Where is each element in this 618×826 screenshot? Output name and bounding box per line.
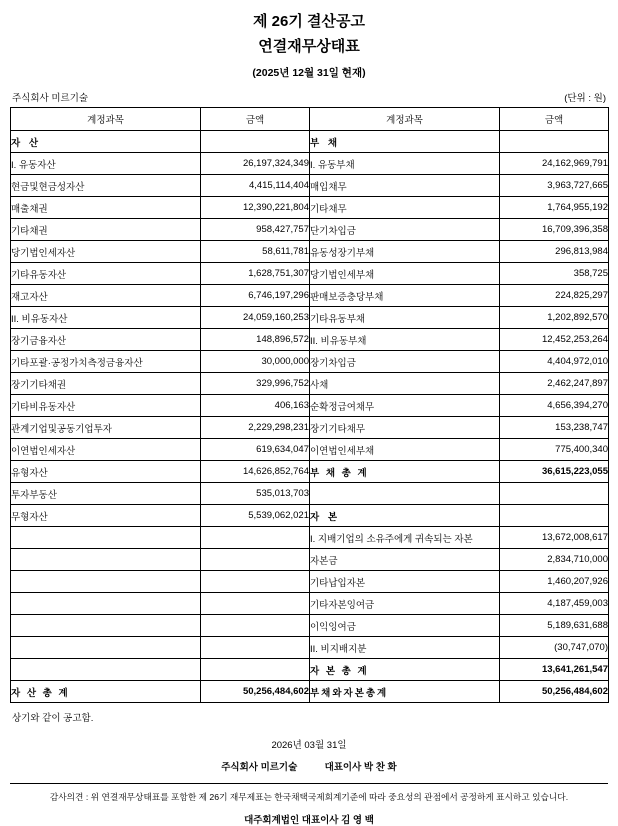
table-row xyxy=(11,307,609,329)
account-label-left: 매출채권 xyxy=(11,197,201,219)
amount-left: 4,415,114,404 xyxy=(201,175,310,197)
table-body xyxy=(11,131,609,681)
account-label-left: 무형자산 xyxy=(11,505,201,527)
amount-right xyxy=(500,505,609,527)
amount-left xyxy=(201,527,310,549)
table-row xyxy=(11,659,609,681)
table-row xyxy=(11,329,609,351)
account-label-right: I. 지배기업의 소유주에게 귀속되는 자본 xyxy=(310,527,500,549)
amount-right: 16,709,396,358 xyxy=(500,219,609,241)
signer-title: 대표이사 박 찬 화 xyxy=(324,762,397,773)
account-label-left: 기타포괄·공정가치측정금융자산 xyxy=(11,351,201,373)
table-row xyxy=(11,197,609,219)
amount-left xyxy=(201,549,310,571)
amount-left xyxy=(201,637,310,659)
auditor-firm: 대주회계법인 xyxy=(244,815,300,826)
amount-left: 5,539,062,021 xyxy=(201,505,310,527)
account-label-left: 재고자산 xyxy=(11,285,201,307)
amount-right: 13,641,261,547 xyxy=(500,659,609,681)
amount-right: 4,404,972,010 xyxy=(500,351,609,373)
table-row xyxy=(11,153,609,175)
amount-right: 5,189,631,688 xyxy=(500,615,609,637)
amount-left: 329,996,752 xyxy=(201,373,310,395)
table-total-row xyxy=(11,681,609,703)
liabilities-section-header: 부 채 xyxy=(310,131,500,153)
amount-right: 24,162,969,791 xyxy=(500,153,609,175)
total-assets-label: 자 산 총 계 xyxy=(11,681,201,703)
assets-section-amount xyxy=(201,131,310,153)
account-label-right: 단기차입금 xyxy=(310,219,500,241)
amount-right: 1,460,207,926 xyxy=(500,571,609,593)
account-label-left: II. 비유동자산 xyxy=(11,307,201,329)
table-row xyxy=(11,593,609,615)
account-label-right: 장기차입금 xyxy=(310,351,500,373)
table-row xyxy=(11,373,609,395)
meta-row xyxy=(10,90,608,104)
section-header-row xyxy=(11,131,609,153)
account-label-left: 유형자산 xyxy=(11,461,201,483)
liabilities-section-amount xyxy=(500,131,609,153)
signer-company: 주식회사 미르기술 xyxy=(221,762,298,773)
amount-left xyxy=(201,615,310,637)
announcement-note: 상기와 같이 공고함. xyxy=(12,713,94,724)
audit-opinion: 감사의견 : 위 연결재무상태표를 포함한 제 26기 재무제표는 한국채택국제회계기준에 따라 중요성의 관점에서 공정하게 표시하고 있습니다. xyxy=(49,792,569,802)
auditor-title: 대표이사 김 영 백 xyxy=(301,815,374,826)
amount-left: 535,013,703 xyxy=(201,483,310,505)
section-divider xyxy=(10,783,608,784)
table-row xyxy=(11,615,609,637)
table-row xyxy=(11,483,609,505)
amount-left: 14,626,852,764 xyxy=(201,461,310,483)
amount-left: 30,000,000 xyxy=(201,351,310,373)
account-label-left: 기타유동자산 xyxy=(11,263,201,285)
amount-right: 3,963,727,665 xyxy=(500,175,609,197)
table-row xyxy=(11,461,609,483)
amount-right: 1,764,955,192 xyxy=(500,197,609,219)
account-label-left: 당기법인세자산 xyxy=(11,241,201,263)
table-row xyxy=(11,285,609,307)
amount-right: 224,825,297 xyxy=(500,285,609,307)
table-row xyxy=(11,395,609,417)
amount-right: 36,615,223,055 xyxy=(500,461,609,483)
account-label-left: 장기금융자산 xyxy=(11,329,201,351)
account-label-right: 장기기타채무 xyxy=(310,417,500,439)
account-label-left: I. 유동자산 xyxy=(11,153,201,175)
account-label-right: 기타유동부채 xyxy=(310,307,500,329)
account-label-right: 사채 xyxy=(310,373,500,395)
assets-section-header: 자 산 xyxy=(11,131,201,153)
account-label-left: 기타비유동자산 xyxy=(11,395,201,417)
publish-date: 2026년 03월 31일 xyxy=(271,740,347,751)
amount-right: 4,187,459,003 xyxy=(500,593,609,615)
table-row xyxy=(11,637,609,659)
account-label-left xyxy=(11,659,201,681)
amount-right: 775,400,340 xyxy=(500,439,609,461)
table-header-row xyxy=(11,108,609,131)
auditor-line xyxy=(10,812,608,826)
account-label-left: 투자부동산 xyxy=(11,483,201,505)
account-label-left: 이연법인세자산 xyxy=(11,439,201,461)
account-label-right: 기타자본잉여금 xyxy=(310,593,500,615)
equity-section-header: 자 본 xyxy=(310,505,500,527)
amount-left: 619,634,047 xyxy=(201,439,310,461)
table-row xyxy=(11,505,609,527)
amount-right: 2,462,247,897 xyxy=(500,373,609,395)
table-row xyxy=(11,439,609,461)
table-row xyxy=(11,351,609,373)
account-label-left: 기타채권 xyxy=(11,219,201,241)
account-label-right: 이연법인세부채 xyxy=(310,439,500,461)
currency-unit: (단위 : 원) xyxy=(564,93,606,104)
amount-right: 1,202,892,570 xyxy=(500,307,609,329)
signer-line xyxy=(10,759,608,773)
account-label-right: 자본금 xyxy=(310,549,500,571)
account-label-left: 관계기업및공동기업투자 xyxy=(11,417,201,439)
column-header-amount-left: 금액 xyxy=(201,108,310,131)
amount-left: 24,059,160,253 xyxy=(201,307,310,329)
document-title-block xyxy=(10,10,608,80)
table-row xyxy=(11,175,609,197)
total-liabilities-equity-amount: 50,256,484,602 xyxy=(500,681,609,703)
account-label-left xyxy=(11,549,201,571)
account-label-left xyxy=(11,615,201,637)
account-label-right: I. 유동부채 xyxy=(310,153,500,175)
total-assets-amount: 50,256,484,602 xyxy=(201,681,310,703)
account-label-right: 당기법인세부채 xyxy=(310,263,500,285)
page-title: 제 26기 결산공고 xyxy=(253,13,365,30)
amount-left xyxy=(201,571,310,593)
column-header-account-right: 계정과목 xyxy=(310,108,500,131)
account-label-right: 판매보증충당부채 xyxy=(310,285,500,307)
amount-left xyxy=(201,659,310,681)
table-row xyxy=(11,571,609,593)
amount-right: (30,747,070) xyxy=(500,637,609,659)
column-header-amount-right: 금액 xyxy=(500,108,609,131)
amount-right: 13,672,008,617 xyxy=(500,527,609,549)
account-label-right: 기타채무 xyxy=(310,197,500,219)
account-label-right: 기타납입자본 xyxy=(310,571,500,593)
table-row xyxy=(11,219,609,241)
amount-right: 296,813,984 xyxy=(500,241,609,263)
account-label-left: 장기기타채권 xyxy=(11,373,201,395)
amount-left: 406,163 xyxy=(201,395,310,417)
account-label-right: 이익잉여금 xyxy=(310,615,500,637)
account-label-left: 현금및현금성자산 xyxy=(11,175,201,197)
account-label-left xyxy=(11,593,201,615)
amount-right: 12,452,253,264 xyxy=(500,329,609,351)
balance-sheet-table xyxy=(10,107,609,703)
account-label-right: 자 본 총 계 xyxy=(310,659,500,681)
amount-right: 358,725 xyxy=(500,263,609,285)
table-row xyxy=(11,241,609,263)
amount-left: 12,390,221,804 xyxy=(201,197,310,219)
amount-left xyxy=(201,593,310,615)
account-label-right: 유동성장기부채 xyxy=(310,241,500,263)
account-label-right: 순확정급여채무 xyxy=(310,395,500,417)
amount-left: 958,427,757 xyxy=(201,219,310,241)
amount-left: 58,611,781 xyxy=(201,241,310,263)
amount-left: 148,896,572 xyxy=(201,329,310,351)
amount-left: 26,197,324,349 xyxy=(201,153,310,175)
account-label-right: 매입채무 xyxy=(310,175,500,197)
table-row xyxy=(11,417,609,439)
table-row xyxy=(11,527,609,549)
account-label-right: II. 비유동부채 xyxy=(310,329,500,351)
column-header-account-left: 계정과목 xyxy=(11,108,201,131)
table-row xyxy=(11,263,609,285)
account-label-left xyxy=(11,637,201,659)
account-label-left xyxy=(11,527,201,549)
amount-right: 2,834,710,000 xyxy=(500,549,609,571)
account-label-left xyxy=(11,571,201,593)
amount-left: 2,229,298,231 xyxy=(201,417,310,439)
total-liabilities-equity-label: 부채와자본총계 xyxy=(310,681,500,703)
amount-right: 153,238,747 xyxy=(500,417,609,439)
amount-right xyxy=(500,483,609,505)
report-date: (2025년 12월 31일 현재) xyxy=(252,67,366,79)
amount-left: 1,628,751,307 xyxy=(201,263,310,285)
table-row xyxy=(11,549,609,571)
amount-left: 6,746,197,296 xyxy=(201,285,310,307)
amount-right: 4,656,394,270 xyxy=(500,395,609,417)
account-label-right xyxy=(310,483,500,505)
account-label-right: II. 비지배지분 xyxy=(310,637,500,659)
account-label-right: 부 채 총 계 xyxy=(310,461,500,483)
page-subtitle: 연결재무상태표 xyxy=(258,38,360,55)
company-name: 주식회사 미르기술 xyxy=(12,93,89,104)
